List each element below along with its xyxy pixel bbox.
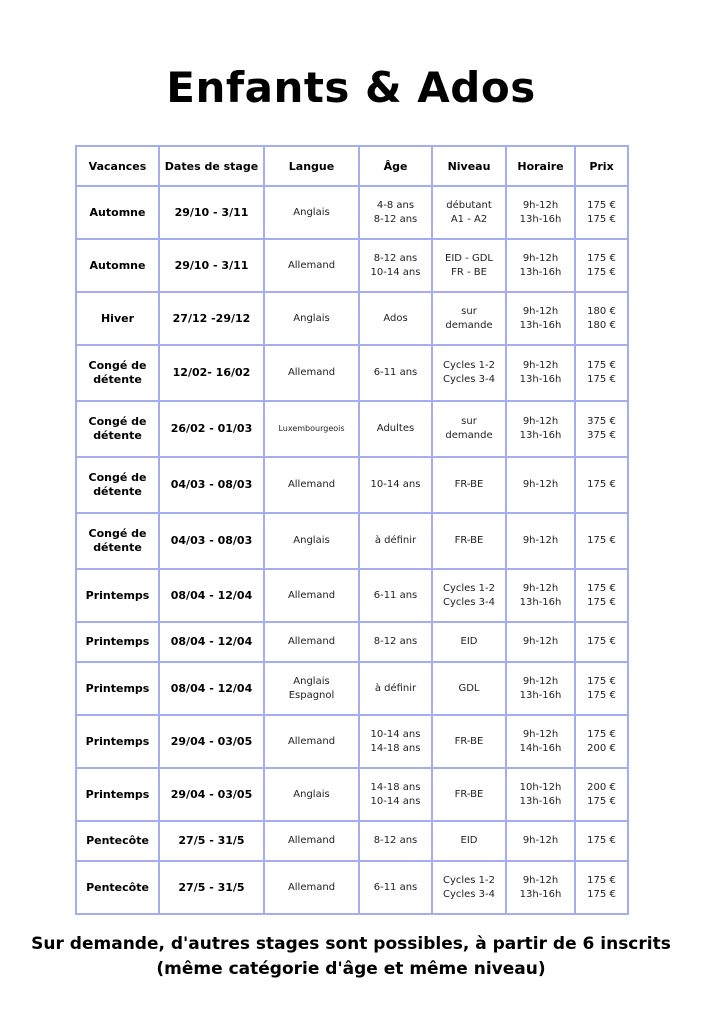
cell-line: 175 € — [587, 582, 616, 594]
cell-line: 375 € — [587, 430, 616, 441]
cell-line: détente — [93, 541, 142, 554]
table-row — [76, 662, 628, 715]
cell-line: Cycles 3-4 — [442, 596, 496, 608]
cell-horaire — [506, 345, 575, 401]
cell-line: Congé de — [88, 471, 147, 484]
cell-vacances — [76, 662, 159, 715]
cell-dates: 27/12 -29/12 — [159, 292, 264, 345]
cell-line: 175 € — [587, 266, 616, 278]
cell-vacances — [76, 401, 159, 457]
cell-prix — [575, 513, 628, 569]
cell-line: 8-12 ans — [373, 252, 418, 264]
table-row — [76, 186, 628, 239]
cell-line: 13h-16h — [519, 374, 562, 385]
cell-age — [359, 186, 432, 239]
cell-niveau — [432, 715, 506, 768]
cell-age — [359, 239, 432, 292]
cell-line: Allemand — [287, 367, 336, 378]
header-age: Âge — [359, 146, 432, 186]
cell-line: 9h-12h — [522, 728, 559, 740]
table-row — [76, 715, 628, 768]
header-horaire: Horaire — [506, 146, 575, 186]
cell-line: Allemand — [287, 636, 336, 647]
cell-line: Anglais — [293, 206, 330, 218]
schedule-table — [75, 145, 629, 915]
cell-line: 10h-12h — [519, 781, 562, 793]
cell-line: 9h-12h — [522, 199, 559, 211]
cell-line: 175 € — [587, 213, 616, 225]
cell-line: FR - BE — [451, 266, 487, 278]
cell-horaire — [506, 569, 575, 622]
cell-vacances — [76, 768, 159, 821]
cell-niveau — [432, 569, 506, 622]
cell-prix — [575, 662, 628, 715]
cell-langue — [264, 662, 359, 715]
cell-dates: 04/03 - 08/03 — [159, 457, 264, 513]
cell-line: Cycles 1-2 — [442, 360, 496, 371]
cell-line: 6-11 ans — [373, 367, 418, 378]
cell-dates: 26/02 - 01/03 — [159, 401, 264, 457]
header-vacances: Vacances — [76, 146, 159, 186]
cell-dates: 27/5 - 31/5 — [159, 861, 264, 914]
cell-line: Pentecôte — [86, 834, 149, 847]
cell-line: 10-14 ans — [370, 266, 421, 278]
page-title: Enfants & Ados — [166, 63, 536, 112]
cell-age — [359, 662, 432, 715]
cell-line: Cycles 1-2 — [442, 582, 496, 594]
cell-line: Automne — [89, 205, 146, 219]
cell-age — [359, 821, 432, 861]
cell-line: détente — [93, 373, 142, 386]
cell-age — [359, 401, 432, 457]
cell-line: 180 € — [587, 305, 616, 317]
cell-langue — [264, 513, 359, 569]
cell-prix — [575, 186, 628, 239]
header-dates: Dates de stage — [159, 146, 264, 186]
table-row — [76, 513, 628, 569]
cell-horaire — [506, 715, 575, 768]
cell-dates: 29/04 - 03/05 — [159, 768, 264, 821]
cell-horaire — [506, 768, 575, 821]
cell-vacances — [76, 292, 159, 345]
cell-langue — [264, 401, 359, 457]
table-row — [76, 768, 628, 821]
cell-line: 10-14 ans — [370, 479, 421, 490]
cell-line: 9h-12h — [522, 305, 559, 317]
cell-age — [359, 715, 432, 768]
cell-line: Anglais — [293, 312, 330, 324]
cell-line: Allemand — [287, 835, 336, 846]
table-body — [76, 186, 628, 914]
cell-line: FR-BE — [454, 735, 484, 747]
cell-line: à définir — [374, 535, 417, 546]
cell-niveau — [432, 622, 506, 662]
cell-dates: 27/5 - 31/5 — [159, 821, 264, 861]
cell-vacances — [76, 239, 159, 292]
cell-niveau — [432, 662, 506, 715]
cell-niveau — [432, 186, 506, 239]
cell-niveau — [432, 513, 506, 569]
cell-vacances — [76, 715, 159, 768]
cell-line: 13h-16h — [519, 596, 562, 608]
cell-vacances — [76, 457, 159, 513]
cell-line: 13h-16h — [519, 795, 562, 807]
cell-langue — [264, 715, 359, 768]
cell-line: détente — [93, 485, 142, 498]
cell-langue — [264, 239, 359, 292]
cell-line: 13h-16h — [519, 213, 562, 225]
cell-line: 175 € — [587, 675, 616, 687]
cell-vacances — [76, 513, 159, 569]
cell-line: Allemand — [287, 735, 336, 747]
table-row — [76, 345, 628, 401]
cell-line: 13h-16h — [519, 888, 562, 900]
cell-prix — [575, 457, 628, 513]
cell-niveau — [432, 768, 506, 821]
cell-prix — [575, 768, 628, 821]
cell-line: Anglais — [293, 675, 330, 687]
cell-niveau — [432, 861, 506, 914]
cell-line: 6-11 ans — [373, 881, 418, 893]
cell-line: 200 € — [587, 781, 616, 793]
table-row — [76, 457, 628, 513]
cell-prix — [575, 239, 628, 292]
cell-line: FR-BE — [454, 479, 484, 490]
cell-line: Luxembourgeois — [278, 424, 345, 433]
cell-line: 8-12 ans — [373, 213, 418, 225]
cell-line: sur — [461, 305, 477, 317]
cell-langue — [264, 622, 359, 662]
cell-line: Adultes — [376, 423, 415, 434]
cell-horaire — [506, 239, 575, 292]
cell-line: 175 € — [587, 252, 616, 264]
cell-horaire — [506, 513, 575, 569]
table-row — [76, 821, 628, 861]
cell-line: 175 € — [587, 728, 616, 740]
cell-line: 14-18 ans — [370, 742, 421, 754]
cell-vacances — [76, 821, 159, 861]
cell-dates: 29/10 - 3/11 — [159, 239, 264, 292]
cell-horaire — [506, 662, 575, 715]
cell-prix — [575, 569, 628, 622]
cell-line: 14h-16h — [519, 742, 562, 754]
footer-line-2: (même catégorie d'âge et même niveau) — [156, 959, 546, 979]
cell-line: Allemand — [287, 589, 336, 601]
cell-horaire — [506, 821, 575, 861]
cell-age — [359, 861, 432, 914]
cell-age — [359, 513, 432, 569]
table-row — [76, 239, 628, 292]
cell-line: Printemps — [85, 787, 150, 801]
cell-line: 9h-12h — [522, 874, 559, 886]
cell-line: 175 € — [587, 479, 616, 490]
cell-line: 175 € — [587, 888, 616, 900]
cell-dates: 08/04 - 12/04 — [159, 622, 264, 662]
cell-line: débutant — [446, 199, 492, 211]
cell-niveau — [432, 292, 506, 345]
cell-line: Ados — [383, 312, 408, 324]
cell-langue — [264, 861, 359, 914]
cell-line: GDL — [458, 682, 480, 694]
cell-vacances — [76, 622, 159, 662]
cell-langue — [264, 569, 359, 622]
cell-line: Congé de — [88, 527, 147, 540]
cell-line: Allemand — [287, 479, 336, 490]
cell-dates: 12/02- 16/02 — [159, 345, 264, 401]
cell-line: 4-8 ans — [376, 199, 415, 211]
cell-line: 9h-12h — [522, 835, 559, 846]
cell-line: Anglais — [293, 788, 330, 800]
cell-line: Pentecôte — [86, 880, 149, 894]
cell-prix — [575, 345, 628, 401]
cell-age — [359, 457, 432, 513]
cell-line: 10-14 ans — [370, 728, 421, 740]
cell-prix — [575, 622, 628, 662]
cell-horaire — [506, 622, 575, 662]
cell-line: 180 € — [587, 319, 616, 331]
cell-line: Printemps — [85, 681, 150, 695]
cell-line: 175 € — [587, 835, 616, 846]
cell-line: Anglais — [293, 535, 330, 546]
cell-age — [359, 622, 432, 662]
cell-prix — [575, 292, 628, 345]
cell-horaire — [506, 401, 575, 457]
cell-line: 8-12 ans — [373, 636, 418, 647]
cell-line: demande — [445, 430, 493, 441]
cell-line: Printemps — [85, 734, 150, 748]
cell-line: Cycles 3-4 — [442, 888, 496, 900]
cell-line: 175 € — [587, 360, 616, 371]
cell-niveau — [432, 457, 506, 513]
cell-line: 13h-16h — [519, 689, 562, 701]
cell-line: EID - GDL — [445, 252, 493, 264]
cell-line: 375 € — [587, 416, 616, 427]
table-row — [76, 292, 628, 345]
cell-line: 8-12 ans — [373, 835, 418, 846]
cell-line: 9h-12h — [522, 252, 559, 264]
cell-line: A1 - A2 — [450, 213, 488, 225]
cell-line: EID — [460, 835, 478, 846]
cell-line: 9h-12h — [522, 675, 559, 687]
cell-line: 175 € — [587, 374, 616, 385]
cell-line: Printemps — [85, 635, 150, 648]
cell-line: demande — [445, 319, 493, 331]
cell-line: FR-BE — [454, 788, 484, 800]
table-row — [76, 401, 628, 457]
cell-age — [359, 292, 432, 345]
cell-line: FR-BE — [454, 535, 484, 546]
cell-line: Allemand — [287, 259, 336, 271]
cell-line: 175 € — [587, 199, 616, 211]
cell-line: Cycles 3-4 — [442, 374, 496, 385]
cell-age — [359, 345, 432, 401]
cell-vacances — [76, 861, 159, 914]
cell-line: 13h-16h — [519, 319, 562, 331]
cell-line: Printemps — [85, 588, 150, 602]
cell-line: Espagnol — [288, 689, 335, 701]
cell-langue — [264, 292, 359, 345]
cell-line: Hiver — [100, 311, 135, 325]
cell-line: 9h-12h — [522, 479, 559, 490]
cell-age — [359, 768, 432, 821]
cell-age — [359, 569, 432, 622]
cell-prix — [575, 715, 628, 768]
cell-line: 9h-12h — [522, 636, 559, 647]
cell-line: Cycles 1-2 — [442, 874, 496, 886]
cell-langue — [264, 457, 359, 513]
cell-line: Automne — [89, 258, 146, 272]
cell-line: 175 € — [587, 636, 616, 647]
cell-line: à définir — [374, 682, 417, 694]
header-langue: Langue — [264, 146, 359, 186]
cell-line: Congé de — [88, 415, 147, 428]
cell-horaire — [506, 186, 575, 239]
cell-horaire — [506, 457, 575, 513]
cell-line: Congé de — [88, 359, 147, 372]
cell-langue — [264, 345, 359, 401]
table-row — [76, 622, 628, 662]
cell-dates: 29/04 - 03/05 — [159, 715, 264, 768]
cell-line: 175 € — [587, 689, 616, 701]
cell-vacances — [76, 186, 159, 239]
header-prix: Prix — [575, 146, 628, 186]
table-row — [76, 861, 628, 914]
cell-line: 9h-12h — [522, 416, 559, 427]
cell-line: 175 € — [587, 795, 616, 807]
cell-line: 9h-12h — [522, 582, 559, 594]
cell-line: 6-11 ans — [373, 589, 418, 601]
cell-langue — [264, 821, 359, 861]
header-niveau: Niveau — [432, 146, 506, 186]
cell-niveau — [432, 821, 506, 861]
cell-line: 10-14 ans — [370, 795, 421, 807]
cell-dates: 04/03 - 08/03 — [159, 513, 264, 569]
cell-line: 175 € — [587, 874, 616, 886]
footer-note — [0, 932, 702, 982]
cell-prix — [575, 401, 628, 457]
cell-line: 175 € — [587, 596, 616, 608]
cell-line: EID — [460, 636, 478, 647]
cell-prix — [575, 821, 628, 861]
table-row — [76, 569, 628, 622]
cell-line: 13h-16h — [519, 266, 562, 278]
cell-vacances — [76, 345, 159, 401]
footer-line-1: Sur demande, d'autres stages sont possibles, à partir de 6 inscrits — [31, 934, 671, 954]
cell-prix — [575, 861, 628, 914]
cell-line: 9h-12h — [522, 360, 559, 371]
cell-dates: 08/04 - 12/04 — [159, 662, 264, 715]
cell-langue — [264, 186, 359, 239]
cell-langue — [264, 768, 359, 821]
cell-line: 14-18 ans — [370, 781, 421, 793]
cell-line: 175 € — [587, 535, 616, 546]
cell-niveau — [432, 345, 506, 401]
cell-line: sur — [461, 416, 477, 427]
cell-line: Allemand — [287, 881, 336, 893]
cell-niveau — [432, 401, 506, 457]
cell-line: détente — [93, 429, 142, 442]
cell-line: 9h-12h — [522, 535, 559, 546]
cell-line: 13h-16h — [519, 430, 562, 441]
cell-dates: 29/10 - 3/11 — [159, 186, 264, 239]
table-header-row — [76, 146, 628, 186]
cell-line: 200 € — [587, 742, 616, 754]
cell-horaire — [506, 861, 575, 914]
cell-horaire — [506, 292, 575, 345]
cell-vacances — [76, 569, 159, 622]
cell-niveau — [432, 239, 506, 292]
cell-dates: 08/04 - 12/04 — [159, 569, 264, 622]
